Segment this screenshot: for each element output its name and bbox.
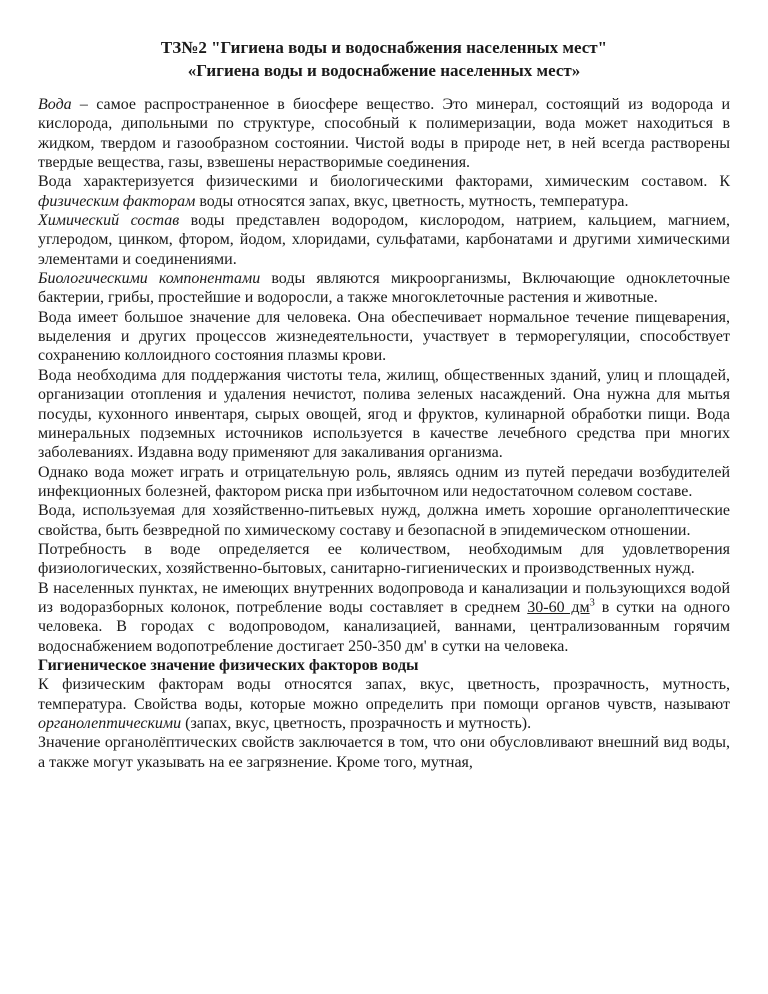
text-run: Вода [38, 96, 72, 113]
text-run: (запах, вкус, цветность, прозрачность и мутность). [181, 715, 532, 732]
paragraph [38, 501, 730, 540]
text-run: К физическим факторам воды относятся запах, вкус, цветность, прозрачность, мутность, температура. Свойства воды, которые можно определить при помощи органов чувств, называют [38, 676, 730, 713]
paragraph [38, 269, 730, 308]
text-run: Биологическими компонентами [38, 270, 261, 288]
text-run: воды представлен водородом, кислородом, натрием, кальцием, магнием, углеродом, цинком, фтором, йодом, хлоридами, сульфатами, карбонатами и другими химическими элементами и соединениями. [38, 212, 731, 268]
paragraph [38, 308, 730, 366]
text-run: 30-60 дм [527, 598, 590, 616]
text-run: Вода, используемая для хозяйственно-питьевых нужд, должна иметь хорошие органолептические свойства, быть безвредной по химическому составу и безопасной в эпидемическом отношении. [38, 502, 730, 539]
text-run: Потребность в воде определяется ее количеством, необходимым для удовлетворения физиологических, хозяйственно-бытовых, санитарно-гигиенических и производственных нужд. [38, 540, 730, 578]
text-run: в сутки на одного человека. В городах с водопроводом, канализацией, ваннами, централизованным горячим водоснабжением водопотребление достигает 250-350 дм' в сутки на человека. [38, 598, 731, 655]
paragraph [38, 675, 730, 733]
paragraph [38, 579, 730, 656]
text-run: физическим факторам [38, 192, 196, 210]
text-run: – самое распространенное в биосфере вещество. Это минерал, состоящий из водорода и кислорода, дипольными по структуре, способный к полимеризации, вода может находиться в жидком, твердом и газообразном состоянии. Чистой воды в природе нет, в ней всегда растворены твердые вещества, газы, взвешены нерастворимые соединения. [38, 96, 730, 172]
text-run: Вода имеет большое значение для человека. Она обеспечивает нормальное течение пищеварения, выделения и других процессов жизнедеятельности, участвует в терморегуляции, способствует сохранению коллоидного состояния плазмы крови. [38, 308, 730, 365]
text-run: воды относятся запах, вкус, цветность, мутность, температура. [195, 192, 629, 210]
text-run: Химический состав [38, 212, 180, 230]
text-run: Значение органолёптических свойств заключается в том, что они обусловливают внешний вид воды, а также могут указывать на ее загрязнение. Кроме того, мутная, [38, 734, 730, 771]
section-heading [38, 656, 730, 675]
paragraph [38, 172, 730, 211]
text-run: Вода характеризуется физическими и биологическими факторами, химическим составом. К [38, 173, 730, 191]
text-run: Однако вода может играть и отрицательную роль, являясь одним из путей передачи возбудителей инфекционных болезней, фактором риска при избыточном или недостаточном солевом составе. [38, 463, 730, 500]
paragraph [38, 211, 730, 269]
text-run: Гигиеническое значение физических факторов воды [38, 656, 419, 674]
document-title [38, 36, 730, 82]
title-line-1: ТЗ№2 "Гигиена воды и водоснабжения населенных мест" [160, 38, 608, 57]
text-run: воды являются микроорганизмы, Включающие одноклеточные бактерии, грибы, простейшие и водоросли, а также многоклеточные растения и животные. [38, 270, 731, 307]
text-run: органолептическими [38, 715, 182, 732]
paragraph [38, 95, 730, 172]
text-run: В населенных пунктах, не имеющих внутренних водопровода и канализации и пользующихся водой из водоразборных колонок, потребление воды составляет в среднем [38, 579, 730, 616]
text-run: 3 [589, 597, 595, 609]
paragraph [38, 733, 730, 772]
text-run: Вода необходима для поддержания чистоты тела, жилищ, общественных зданий, улиц и площадей, организации отопления и удаления нечистот, полива зеленых насаждений. Она нужна для мытья посуды, кухонного инвентаря, сырых овощей, ягод и фруктов, кулинарной обработки пищи. Вода минеральных подземных источников используется в качестве лечебного средства при многих заболеваниях. Издавна воду применяют для закаливания организма. [38, 366, 730, 462]
paragraph [38, 366, 730, 463]
paragraph [38, 540, 730, 579]
paragraph [38, 463, 730, 502]
document-body [38, 95, 730, 772]
title-line-2: «Гигиена воды и водоснабжение населенных мест» [187, 61, 581, 80]
